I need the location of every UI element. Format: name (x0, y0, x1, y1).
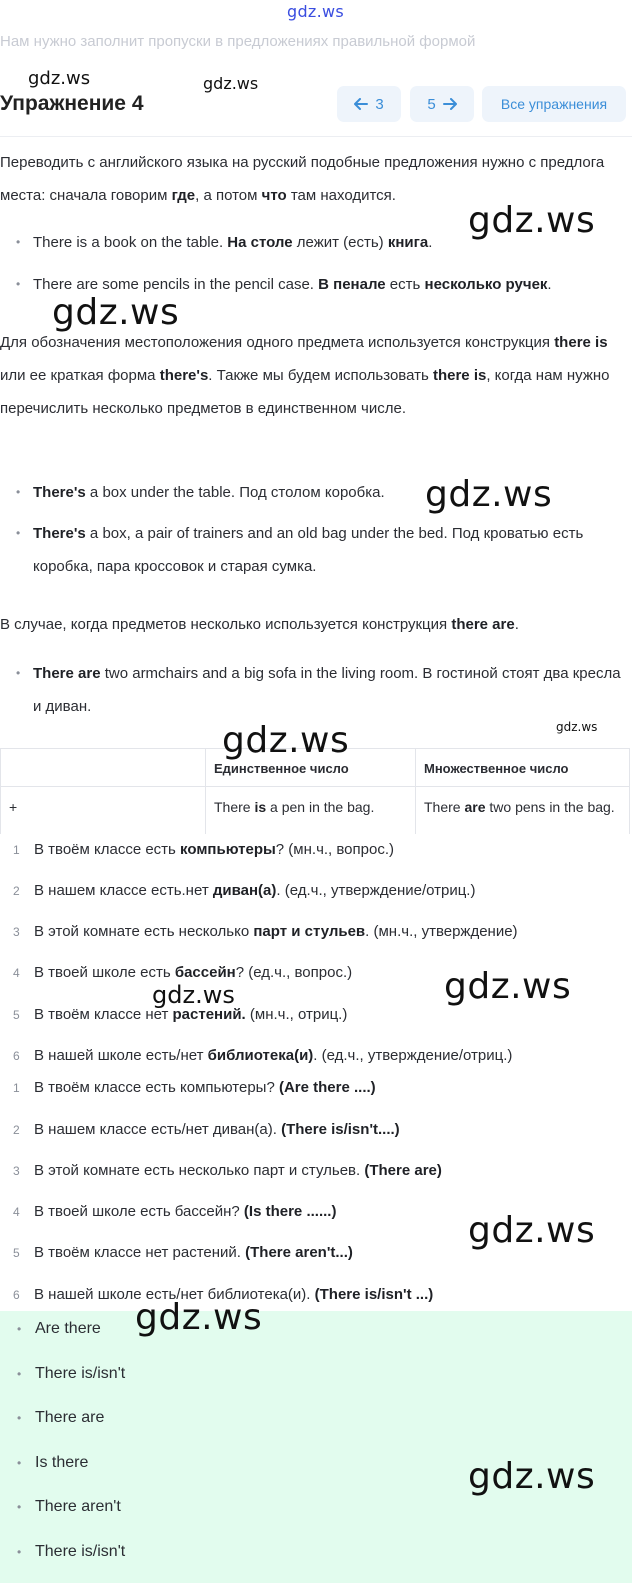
table-cell-plural: There are two pens in the bag. (416, 787, 630, 835)
table-cell-sign: + (1, 787, 206, 835)
example-list-item: • There are some pencils in the pencil case. В пенале есть несколько ручек. (0, 268, 626, 301)
page-title: Упражнение 4 (0, 92, 144, 115)
bullet-icon: • (16, 666, 21, 680)
watermark: gdz.ws (444, 966, 572, 1007)
answer-item: • There aren't (0, 1496, 632, 1518)
solution-item: 5 В твоём классе нет растений. (There aren't...) (13, 1244, 353, 1261)
example-list-item: • There are two armchairs and a big sofa in the living room. В гостиной стоят два кресла и диван. (0, 657, 626, 723)
bullet-icon: • (17, 1500, 22, 1514)
table-cell-singular: There is a pen in the bag. (206, 787, 416, 835)
bullet-icon: • (16, 526, 21, 540)
answer-item: • There is/isn't (0, 1363, 632, 1385)
explanation-paragraph-2: Для обозначения местоположения одного предмета используется конструкция there is или ее краткая форма there's. Также мы будем использовать there is, когда нам нужно перечислить несколько предметов в единственном числе. (0, 334, 610, 417)
example-list-item: • There's a box under the table. Под столом коробка. (0, 476, 626, 509)
solution-item: 1 В твоём классе есть компьютеры? (Are there ....) (13, 1079, 376, 1096)
answer-item: • There are (0, 1407, 632, 1429)
table-header-cell: Единственное число (206, 749, 416, 787)
all-exercises-button[interactable] (482, 86, 626, 122)
prev-exercise-label: 3 (375, 95, 384, 113)
prev-exercise-button[interactable] (337, 86, 401, 122)
watermark: gdz.ws (203, 74, 259, 93)
example-list-item: • There is a book on the table. На столе лежит (есть) книга. (0, 226, 626, 259)
watermark: gdz.ws (425, 474, 553, 515)
bullet-icon: • (17, 1411, 22, 1425)
table-row (1, 787, 630, 835)
watermark: gdz.ws (468, 200, 596, 241)
solution-item: 4 В твоей школе есть бассейн? (Is there ......) (13, 1203, 337, 1220)
table-header-cell (1, 749, 206, 787)
watermark: gdz.ws (52, 292, 180, 333)
arrow-left-icon (354, 98, 368, 110)
task-item: 4 В твоей школе есть бассейн? (ед.ч., вопрос.) (13, 964, 353, 981)
bullet-icon: • (17, 1322, 22, 1336)
task-description-faded: Нам нужно заполнит пропуски в предложениях правильной формой (0, 33, 476, 50)
watermark: gdz.ws (222, 720, 350, 761)
watermark: gdz.ws (468, 1210, 596, 1251)
bullet-icon: • (16, 485, 21, 499)
bullet-icon: • (16, 235, 21, 249)
solution-item: 3 В этой комнате есть несколько парт и стульев. (There are) (13, 1162, 442, 1179)
task-item: 5 В твоём классе нет растений. (мн.ч., отриц.) (13, 1006, 348, 1023)
watermark: gdz.ws (152, 981, 235, 1009)
solution-item: 6 В нашей школе есть/нет библиотека(и). (There is/isn't ...) (13, 1286, 434, 1303)
watermark: gdz.ws (468, 1456, 596, 1497)
table-header-cell: Множественное число (416, 749, 630, 787)
exercise-header (0, 86, 632, 136)
all-exercises-label: Все упражнения (500, 96, 608, 112)
watermark: gdz.ws (135, 1297, 263, 1338)
example-list-item: • There's a box, a pair of trainers and an old bag under the bed. Под кроватью есть коробка, пара кроссовок и старая сумка. (0, 517, 626, 583)
answer-item: • Is there (0, 1452, 632, 1474)
task-item: 6 В нашей школе есть/нет библиотека(и). (ед.ч., утверждение/отриц.) (13, 1047, 513, 1064)
bullet-icon: • (17, 1456, 22, 1470)
next-exercise-button[interactable] (410, 86, 474, 122)
task-item: 3 В этой комнате есть несколько парт и стульев. (мн.ч., утверждение) (13, 923, 518, 940)
site-watermark-top: gdz.ws (287, 2, 345, 21)
explanation-paragraph-1: Переводить с английского языка на русский подобные предложения нужно с предлога места: сначала говорим где, а потом что там находится. (0, 154, 605, 204)
bullet-icon: • (17, 1367, 22, 1381)
answers-panel (0, 1311, 632, 1583)
explanation-paragraph-3: В случае, когда предметов несколько используется конструкция there are. (0, 616, 519, 633)
watermark: gdz.ws (28, 68, 91, 89)
bullet-icon: • (17, 1545, 22, 1559)
solution-item: 2 В нашем классе есть/нет диван(а). (There is/isn't....) (13, 1121, 400, 1138)
task-item: 1 В твоём классе есть компьютеры? (мн.ч., вопрос.) (13, 841, 394, 858)
answer-item: • Are there (0, 1318, 632, 1340)
watermark: gdz.ws (556, 720, 598, 734)
task-item: 2 В нашем классе есть.нет диван(а). (ед.ч., утверждение/отриц.) (13, 882, 476, 899)
answer-item: • There is/isn't (0, 1541, 632, 1563)
arrow-right-icon (443, 98, 457, 110)
header-divider (0, 136, 632, 137)
next-exercise-label: 5 (427, 95, 436, 113)
bullet-icon: • (16, 277, 21, 291)
